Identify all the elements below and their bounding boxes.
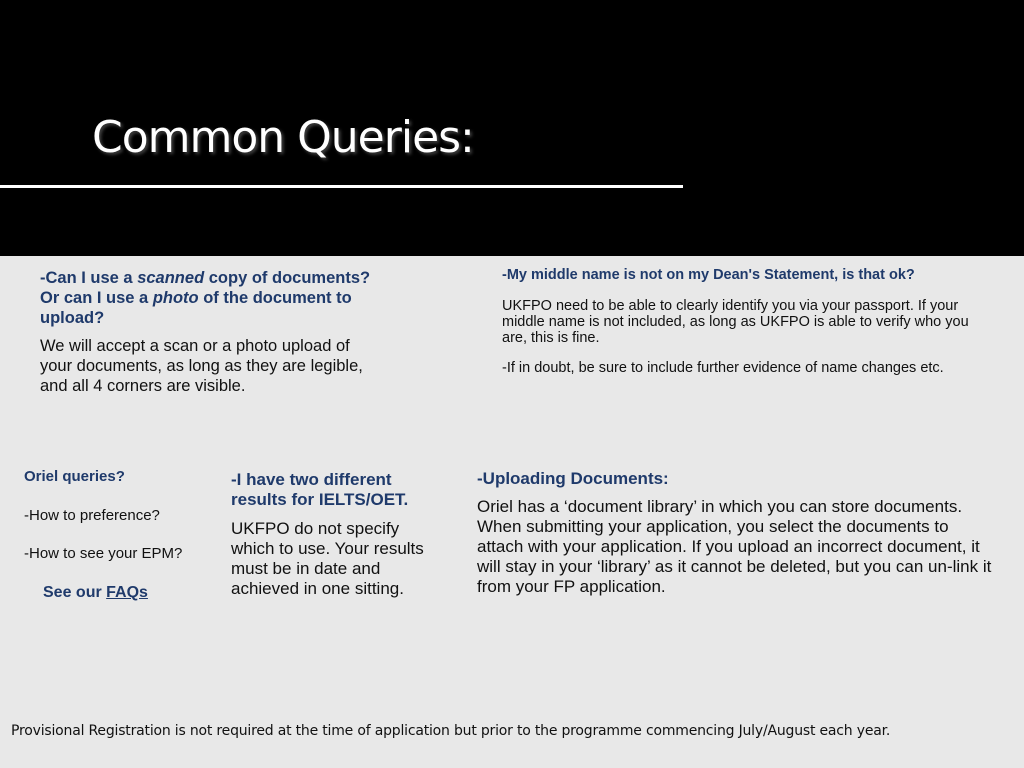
uploading-query bbox=[477, 469, 997, 597]
title-banner bbox=[0, 0, 1024, 256]
uploading-question: -Uploading Documents: bbox=[477, 469, 669, 488]
ielts-query bbox=[231, 470, 446, 599]
middle-name-tip: -If in doubt, be sure to include further evidence of name changes etc. bbox=[502, 360, 944, 376]
ielts-question: -I have two different results for IELTS/OET. bbox=[231, 470, 409, 509]
oriel-queries bbox=[24, 469, 204, 601]
page-title: Common Queries: bbox=[92, 112, 474, 163]
oriel-question: Oriel queries? bbox=[24, 468, 125, 485]
scanned-question-part3: of the document to upload? bbox=[40, 289, 352, 327]
scanned-answer: We will accept a scan or a photo upload of your documents, as long as they are legible, and all 4 corners are visible. bbox=[40, 337, 363, 395]
scanned-emphasis: scanned bbox=[137, 269, 205, 287]
scanned-question-part1: -Can I use a bbox=[40, 269, 138, 287]
scanned-question-part2: copy of documents? Or can I use a bbox=[40, 269, 371, 307]
faq-line bbox=[24, 585, 204, 601]
faqs-link[interactable]: FAQs bbox=[106, 584, 148, 601]
title-underline bbox=[0, 185, 683, 188]
scanned-documents-query bbox=[40, 268, 380, 396]
see-our-label: See our bbox=[43, 584, 107, 601]
oriel-item-preference: -How to preference? bbox=[24, 507, 160, 524]
footer-note: Provisional Registration is not required at the time of application but prior to the programme commencing July/August each year. bbox=[11, 723, 891, 739]
middle-name-query bbox=[502, 267, 972, 376]
photo-emphasis: photo bbox=[152, 289, 199, 307]
middle-name-answer: UKFPO need to be able to clearly identify you via your passport. If your middle name is not included, as long as UKFPO is able to verify who you are, this is fine. bbox=[502, 298, 969, 346]
uploading-answer: Oriel has a ‘document library’ in which you can store documents. When submitting your application, you select the documents to attach with your application. If you upload an incorrect document, it will stay in your ‘library’ as it cannot be deleted, but you can un-link it from your FP application. bbox=[477, 497, 992, 596]
ielts-answer: UKFPO do not specify which to use. Your results must be in date and achieved in one sitting. bbox=[231, 519, 424, 598]
middle-name-question: -My middle name is not on my Dean's Statement, is that ok? bbox=[502, 267, 915, 283]
oriel-item-epm: -How to see your EPM? bbox=[24, 545, 183, 562]
scanned-question bbox=[40, 268, 380, 328]
